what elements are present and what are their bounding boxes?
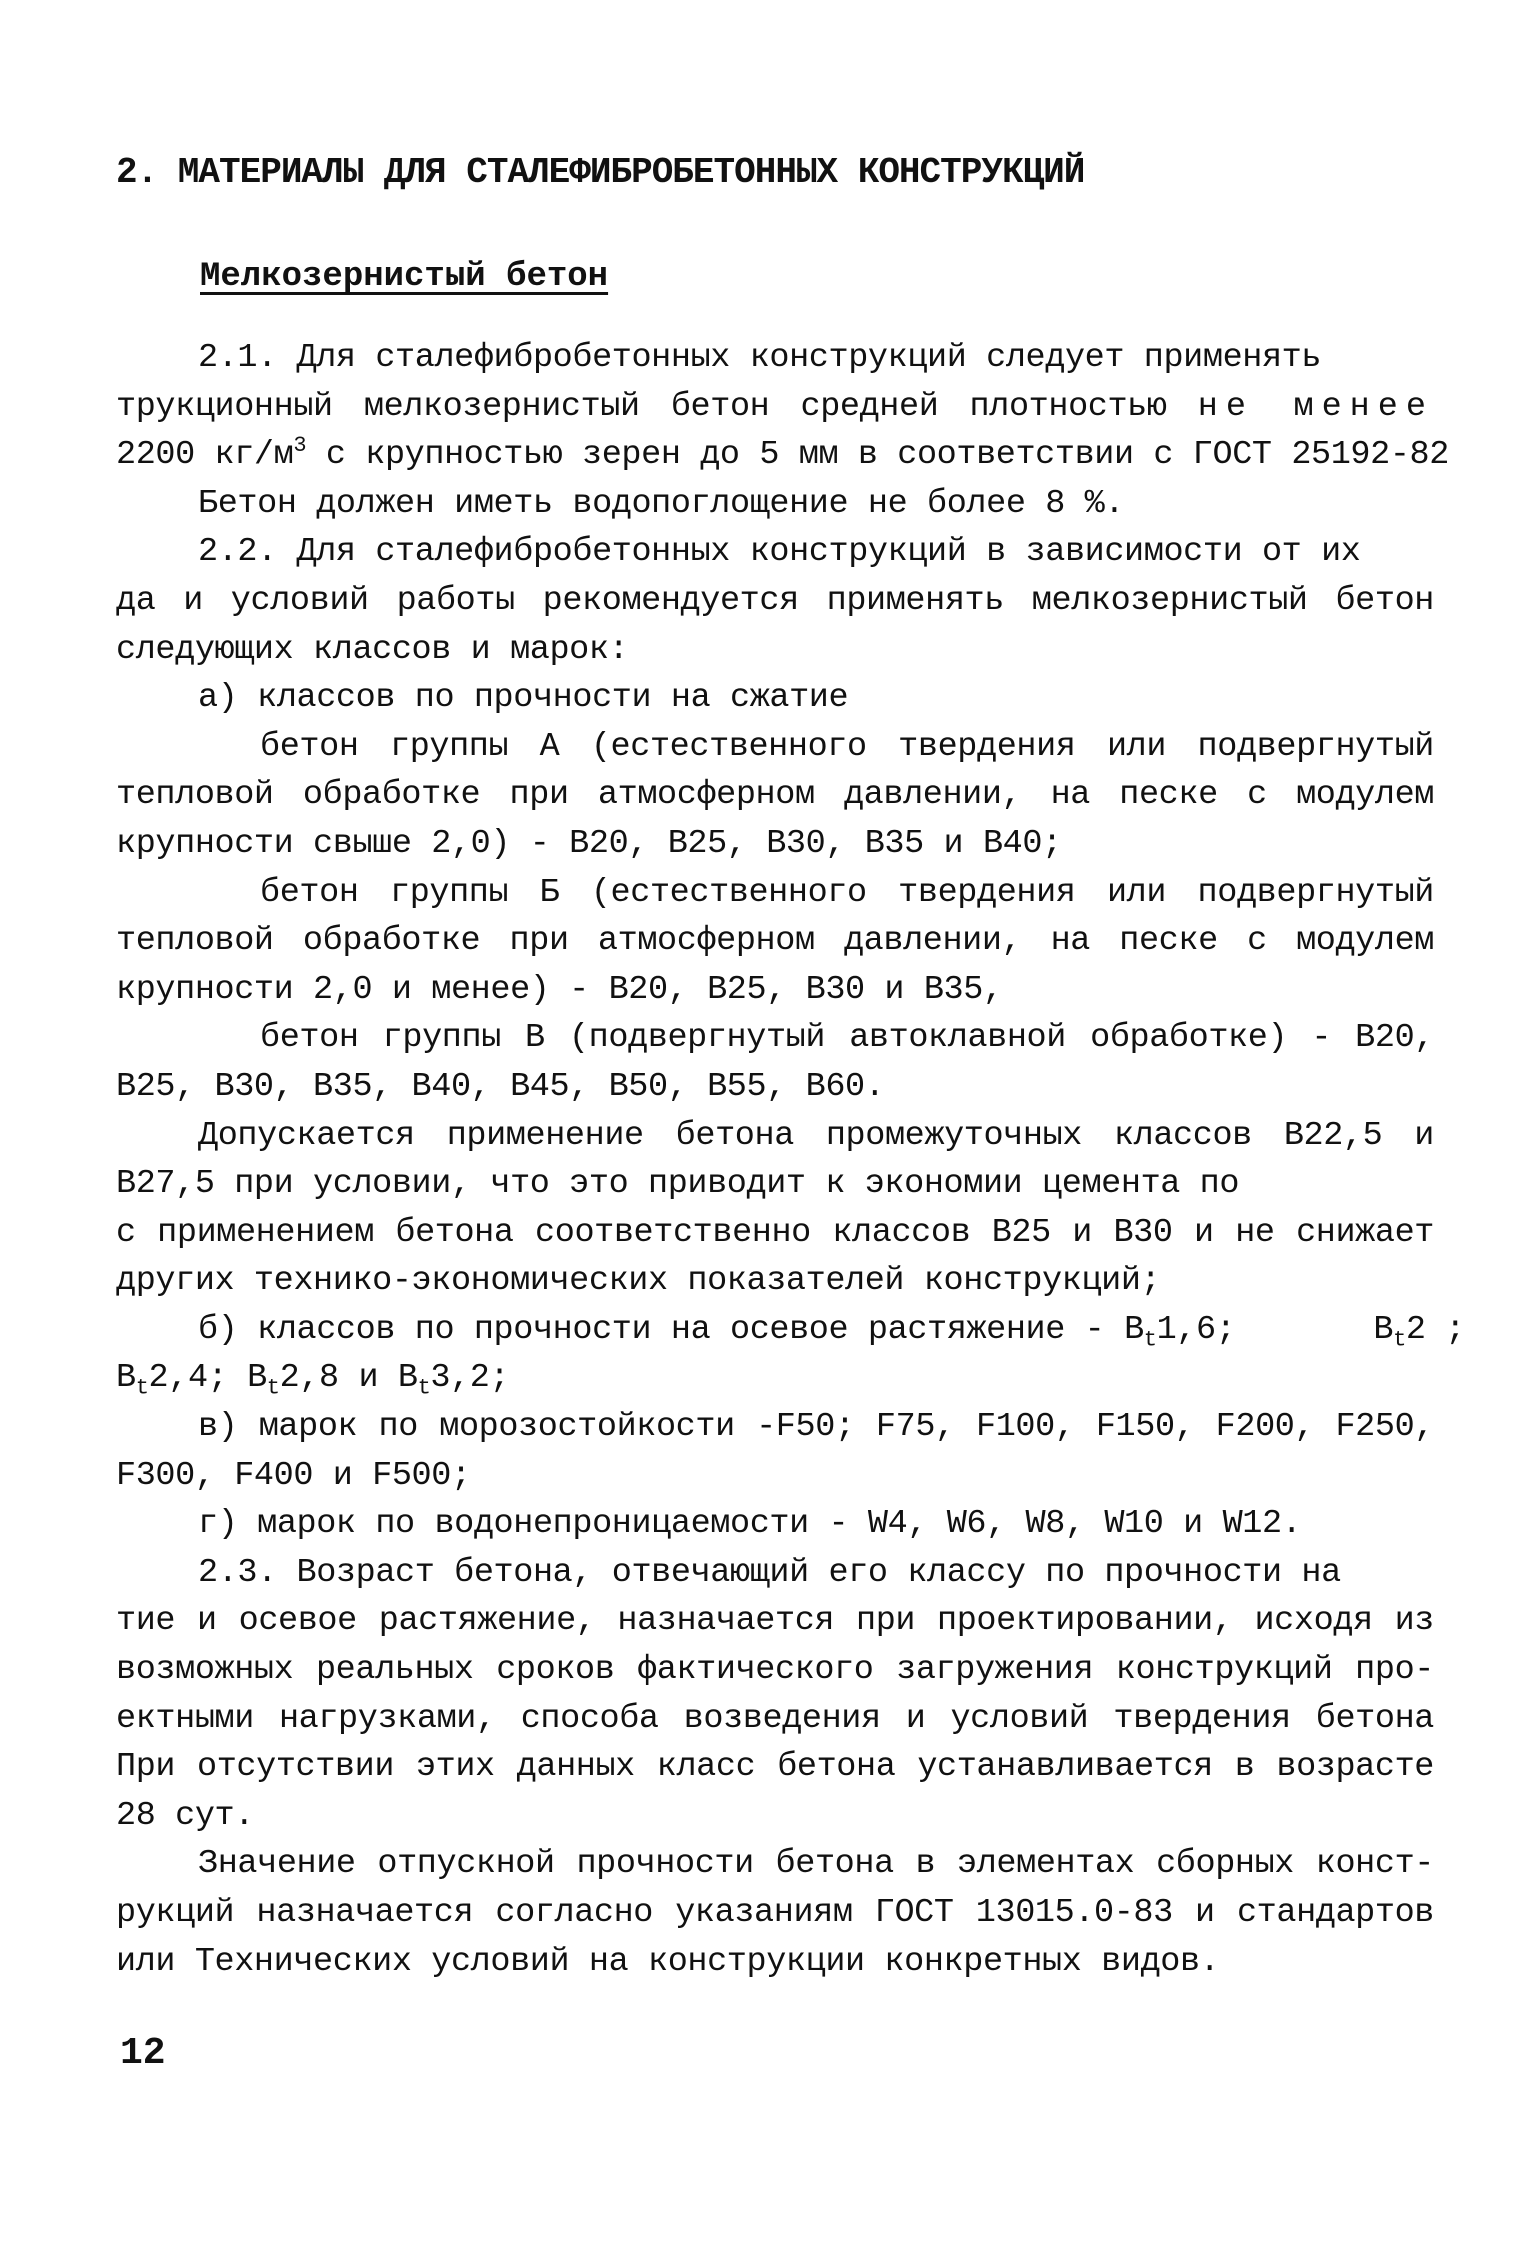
text-fragment: с крупностью зерен до 5 мм в соответствии с ГОСТ 25192-82 bbox=[306, 436, 1449, 475]
allowance-line: Допускается применение бетона промежуточных классов В22,5 и bbox=[198, 1116, 1434, 1155]
group-b-line: крупности 2,0 и менее) - В20, В25, В30 и В35, bbox=[116, 970, 1003, 1009]
list-item-b-continued bbox=[116, 1354, 1434, 1403]
subscript: t bbox=[266, 1376, 280, 1402]
document-body bbox=[116, 334, 1466, 1986]
paragraph-2-3-line: 28 сут. bbox=[116, 1796, 254, 1835]
page-number: 12 bbox=[120, 2032, 166, 2075]
paragraph-2-2-line: да и условий работы рекомендуется применять мелкозернистый бетон bbox=[116, 581, 1434, 620]
subscript: t bbox=[1143, 1327, 1157, 1353]
paragraph-2-1-line bbox=[116, 383, 1434, 432]
paragraph-release-strength-line: Значение отпускной прочности бетона в элементах сборных конст- bbox=[198, 1845, 1434, 1884]
group-v-line: бетон группы В (подвергнутый автоклавной обработке) - В20, bbox=[260, 1019, 1434, 1058]
paragraph-2-3-line: возможных реальных сроков фактического загружения конструкций про- bbox=[116, 1651, 1434, 1690]
text-fragment: трукционный мелкозернистый бетон средней плотностью bbox=[116, 387, 1167, 426]
paragraph-2-3-line: 2.3. Возраст бетона, отвечающий его классу по прочности на bbox=[198, 1553, 1341, 1592]
paragraph-2-2-line: 2.2. Для сталефибробетонных конструкций в зависимости от их bbox=[198, 533, 1361, 572]
subsection-heading: Мелкозернистый бетон bbox=[200, 258, 609, 296]
subscript: t bbox=[1393, 1327, 1406, 1353]
paragraph-2-1-line: Бетон должен иметь водопоглощение не более 8 %. bbox=[198, 484, 1125, 523]
group-a-line: тепловой обработке при атмосферном давлении, на песке с модулем bbox=[116, 776, 1434, 815]
spaced-text: не менее bbox=[1197, 387, 1434, 426]
group-b-line: тепловой обработке при атмосферном давлении, на песке с модулем bbox=[116, 922, 1434, 961]
text-fragment: 2200 кг/м bbox=[116, 436, 294, 475]
text-fragment: 1,6; bbox=[1156, 1310, 1236, 1349]
allowance-line: В27,5 при условии, что это приводит к экономии цемента по bbox=[116, 1165, 1240, 1204]
group-a-line: бетон группы А (естественного твердения или подвергнутый bbox=[260, 727, 1434, 766]
list-item-v-continued: F300, F400 и F500; bbox=[116, 1456, 471, 1495]
text-fragment: 2 ; bbox=[1405, 1310, 1466, 1349]
paragraph-2-1-line: 2.1. Для сталефибробетонных конструкций следует применять bbox=[198, 339, 1322, 377]
text-fragment: 3,2; bbox=[430, 1359, 510, 1398]
allowance-line: с применением бетона соответственно классов В25 и В30 и не снижает bbox=[116, 1213, 1434, 1252]
paragraph-release-strength-line: рукций назначается согласно указаниям ГОСТ 13015.0-83 и стандартов bbox=[116, 1894, 1434, 1932]
class-symbol: B bbox=[116, 1359, 136, 1398]
paragraph-2-3-line: тие и осевое растяжение, назначается при проектировании, исходя из bbox=[116, 1602, 1434, 1641]
paragraph-2-3-line: При отсутствии этих данных класс бетона устанавливается в возрасте bbox=[116, 1748, 1434, 1787]
subscript: t bbox=[135, 1376, 149, 1402]
text-fragment: 2,4; bbox=[148, 1359, 228, 1398]
paragraph-release-strength-line: или Технических условий на конструкции конкретных видов. bbox=[116, 1942, 1220, 1981]
text-fragment: 2,8 bbox=[279, 1359, 339, 1398]
class-symbol: B bbox=[397, 1359, 418, 1398]
text-fragment: и bbox=[338, 1359, 398, 1398]
paragraph-2-3-line: ектными нагрузками, способа возведения и условий твердения бетона bbox=[116, 1699, 1434, 1738]
list-item-v: в) марок по морозостойкости -F50; F75, F100, F150, F200, F250, bbox=[198, 1408, 1434, 1447]
group-a-line: крупности свыше 2,0) - В20, В25, В30, В35 и В40; bbox=[116, 824, 1062, 863]
paragraph-2-1-line bbox=[116, 431, 1449, 480]
subscript: t bbox=[417, 1376, 431, 1402]
group-b-line: бетон группы Б (естественного твердения или подвергнутый bbox=[260, 873, 1434, 912]
class-symbol: B bbox=[1373, 1310, 1394, 1349]
class-symbol: B bbox=[1124, 1310, 1144, 1349]
list-item-b bbox=[116, 1306, 1466, 1355]
paragraph-2-2-line: следующих классов и марок: bbox=[116, 630, 629, 669]
list-item-a: а) классов по прочности на сжатие bbox=[198, 679, 849, 718]
group-v-line: В25, В30, В35, В40, В45, В50, В55, В60. bbox=[116, 1067, 885, 1106]
text-fragment: б) классов по прочности на осевое растяжение - bbox=[198, 1310, 1125, 1349]
section-heading: 2. МАТЕРИАЛЫ ДЛЯ СТАЛЕФИБРОБЕТОННЫХ КОНСТРУКЦИЙ bbox=[116, 152, 1085, 193]
class-symbol: B bbox=[247, 1359, 267, 1398]
list-item-g: г) марок по водонепроницаемости - W4, W6, W8, W10 и W12. bbox=[198, 1505, 1302, 1544]
superscript: 3 bbox=[293, 433, 307, 459]
allowance-line: других технико-экономических показателей конструкций; bbox=[116, 1262, 1161, 1301]
